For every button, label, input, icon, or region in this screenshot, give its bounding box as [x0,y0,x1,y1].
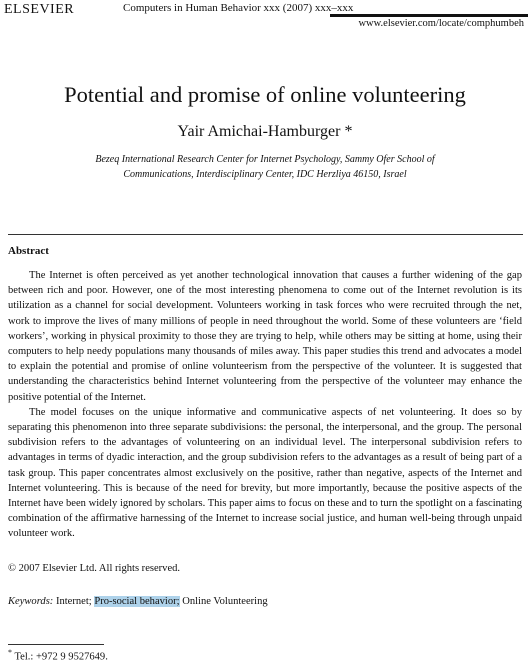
author-affiliation [40,152,490,182]
copyright-notice: © 2007 Elsevier Ltd. All rights reserved. [8,563,181,574]
keyword: Online Volunteering [182,596,268,607]
header-rule [330,14,528,17]
keywords-line [8,596,268,607]
publisher-logo-text: ELSEVIER [4,2,75,17]
keyword-highlighted: Pro-social behavior; [94,596,180,607]
keyword: Internet; [55,596,92,607]
keywords-label: Keywords: [8,596,54,607]
footnote [8,648,108,663]
abstract-heading: Abstract [8,245,49,257]
journal-url-link[interactable]: www.elsevier.com/locate/comphumbeh [358,18,524,29]
paper-title: Potential and promise of online volunteering [64,82,466,107]
abstract-paragraph: The model focuses on the unique informative and communicative aspects of net volunteering. It does so by separating this phenomenon into three separate subdivisions: the personal, the interpersonal, and the group. The personal subdivision refers to the advantages of volunteering on an individual level. The interpersonal subdivision refers to advantages in terms of dyadic interaction, and the group subdivision refers to the advantages as a result of being part of a task group. This paper concentrates almost exclusively on the positive, rather than negative, aspects of the Internet and Internet volunteering. This is because of the need for brevity, but more importantly, because the positive aspects of the Internet have been widely ignored by scholars. This paper aims to focus on these and to turn the spotlight on a fascinating combination of the affirmative harnessing of the Internet to increase social justice, and human well-being through unpaid volunteer work. [8,406,522,540]
author-name: Yair Amichai-Hamburger * [177,123,353,140]
section-divider [8,234,523,235]
footnote-text: Tel.: +972 9 9527649. [14,651,108,663]
abstract-paragraph: The Internet is often perceived as yet another technological innovation that causes a further widening of the gap between rich and poor. However, one of the most interesting phenomena to come out of the Internet revolution is its utilization as a channel for social development. Volunteers working in task forces who were recruited through the net, work to improve the lives of many millions of people in need throughout the world. Some of these volunteers are ‘field workers’, working in physical proximity to those they are trying to help, while others may be sitting at home, using their computers to help needy populations many thousands of miles away. This paper studies this trend and advocates a model to explain the potential and promise of online volunteerism from the perspective of the volunteer. It is suggested that understanding the characteristics behind Internet volunteering from the perspective of the volunteer may enhance the positive potential of the Internet. [8,270,522,403]
journal-info: Computers in Human Behavior xxx (2007) xxx–xxx [123,2,354,14]
footnote-divider [8,644,104,645]
affiliation-line: Bezeq International Research Center for Internet Psychology, Sammy Ofer School of [95,154,435,165]
affiliation-line: Communications, Interdisciplinary Center, IDC Herzliya 46150, Israel [123,169,407,180]
footnote-marker: * [8,648,12,657]
abstract-body [8,268,522,542]
